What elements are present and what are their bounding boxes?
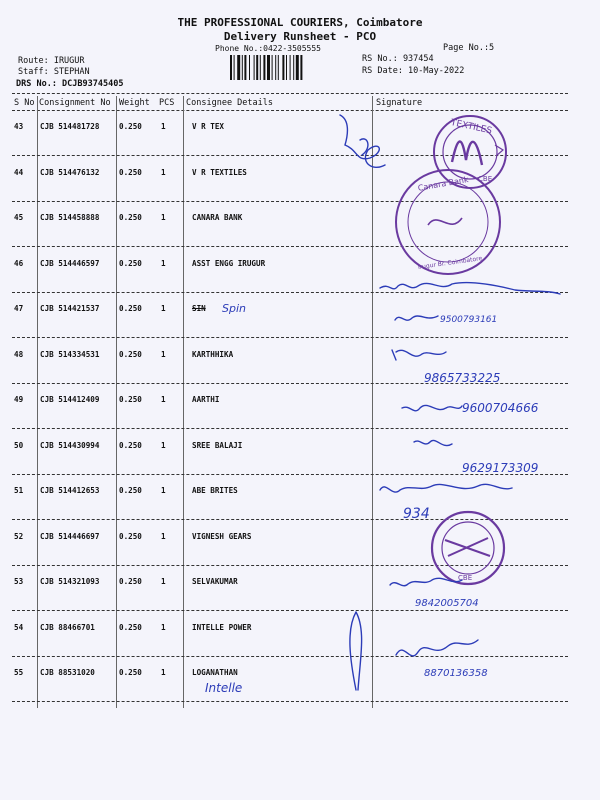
canara-stamp-bottom: Irugur Br. Coimbatore <box>417 255 483 272</box>
row-pcs: 1 <box>161 395 166 404</box>
handwritten-phone-47: 9500793161 <box>440 315 498 325</box>
row-weight: 0.250 <box>119 167 142 177</box>
table-row <box>0 168 600 178</box>
round-stamp <box>432 512 504 584</box>
row-divider <box>12 246 568 247</box>
route: Route: IRUGUR <box>18 56 85 66</box>
row-consignment-no: CJB 514446697 <box>40 531 100 541</box>
row-consignment-no: CJB 88531020 <box>40 668 95 677</box>
row-consignment-no: CJB 514334531 <box>40 349 100 359</box>
table-row <box>0 395 600 405</box>
row-pcs: 1 <box>161 304 166 313</box>
row-divider <box>12 610 568 611</box>
handwritten-phone-50: 9629173309 <box>462 461 539 475</box>
row-sno: 46 <box>14 258 24 268</box>
table-row <box>0 486 600 496</box>
handwritten-intelle: Intelle <box>205 681 243 695</box>
handwritten-phone-55: 8870136358 <box>424 668 488 679</box>
table-row <box>0 259 600 269</box>
row-weight: 0.250 <box>119 395 142 404</box>
row-consignment-no: CJB 514321093 <box>40 577 100 586</box>
row-pcs: 1 <box>161 167 166 177</box>
handwritten-phone-48: 9865733225 <box>424 371 501 385</box>
barcode <box>230 55 335 80</box>
row-sno: 49 <box>14 395 24 404</box>
row-sno: 54 <box>14 622 24 632</box>
row-weight: 0.250 <box>119 486 142 495</box>
signature-row-47 <box>395 316 438 320</box>
staff: Staff: STEPHAN <box>18 67 90 77</box>
signature-row-54 <box>396 640 478 656</box>
row-consignee: SELVAKUMAR <box>192 577 238 586</box>
row-divider <box>12 383 568 384</box>
row-consignee: SIN <box>192 304 206 313</box>
row-divider <box>12 292 568 293</box>
col-header-sno: S No <box>14 98 35 108</box>
handwritten-spin: Spin <box>222 302 246 315</box>
row-consignee: INTELLE POWER <box>192 622 252 632</box>
row-consignment-no: CJB 514412653 <box>40 486 100 495</box>
textiles-stamp-label: TEXTILES <box>449 117 493 137</box>
row-divider <box>12 474 568 475</box>
row-pcs: 1 <box>161 622 166 632</box>
row-consignee: SREE BALAJI <box>192 440 243 450</box>
table-row <box>0 304 600 314</box>
row-weight: 0.250 <box>119 258 142 268</box>
col-header-consignee: Consignee Details <box>186 98 273 108</box>
row-weight: 0.250 <box>119 622 142 632</box>
handwritten-phone-49: 9600704666 <box>462 401 539 415</box>
col-header-consignment: Consignment No <box>39 98 111 108</box>
row-consignment-no: CJB 514476132 <box>40 167 100 177</box>
table-row <box>0 441 600 451</box>
row-pcs: 1 <box>161 349 166 359</box>
handwritten-phone-51: 934 <box>403 506 430 522</box>
handwritten-phone-53: 9842005704 <box>415 598 479 609</box>
table-row <box>0 532 600 542</box>
row-consignment-no: CJB 514421537 <box>40 304 100 313</box>
row-consignment-no: CJB 88466701 <box>40 622 95 632</box>
row-sno: 55 <box>14 668 24 677</box>
row-weight: 0.250 <box>119 349 142 359</box>
row-weight: 0.250 <box>119 577 142 586</box>
table-row <box>0 668 600 678</box>
row-pcs: 1 <box>161 258 166 268</box>
table-row <box>0 623 600 633</box>
row-sno: 50 <box>14 440 24 450</box>
row-pcs: 1 <box>161 668 166 677</box>
row-weight: 0.250 <box>119 531 142 541</box>
col-header-weight: Weight <box>119 98 150 108</box>
row-pcs: 1 <box>161 531 166 541</box>
phone-number: Phone No.:0422-3505555 <box>215 44 321 53</box>
signature-row-43 <box>360 139 368 155</box>
row-consignee: V R TEX <box>192 122 225 131</box>
textiles-stamp-bottom: CBE <box>478 175 493 183</box>
row-consignee: CANARA BANK <box>192 213 243 222</box>
row-divider <box>12 428 568 429</box>
row-consignee: VIGNESH GEARS <box>192 531 252 541</box>
row-pcs: 1 <box>161 213 166 222</box>
header-divider <box>12 110 568 111</box>
round-stamp-label: CBE <box>458 574 473 582</box>
row-pcs: 1 <box>161 440 166 450</box>
row-weight: 0.250 <box>119 213 142 222</box>
row-pcs: 1 <box>161 577 166 586</box>
row-consignment-no: CJB 514458888 <box>40 213 100 222</box>
row-divider <box>12 337 568 338</box>
table-row <box>0 350 600 360</box>
row-sno: 51 <box>14 486 24 495</box>
row-consignment-no: CJB 514446597 <box>40 258 100 268</box>
canara-stamp-label: Canara Bank <box>417 175 470 193</box>
row-weight: 0.250 <box>119 440 142 450</box>
row-weight: 0.250 <box>119 122 142 131</box>
row-sno: 43 <box>14 122 24 131</box>
row-consignee: ASST ENGG IRUGUR <box>192 258 266 268</box>
table-row <box>0 122 600 132</box>
row-sno: 48 <box>14 349 24 359</box>
sheet-title: Delivery Runsheet - PCO <box>223 30 377 43</box>
row-consignee: AARTHI <box>192 395 220 404</box>
row-consignment-no: CJB 514430994 <box>40 440 100 450</box>
row-pcs: 1 <box>161 486 166 495</box>
page-number: Page No.:5 <box>443 43 495 53</box>
row-consignee: ABE BRITES <box>192 486 238 495</box>
row-divider <box>12 701 568 702</box>
row-consignee: KARTHHIKA <box>192 349 234 359</box>
col-header-signature: Signature <box>376 98 423 108</box>
row-sno: 44 <box>14 167 24 177</box>
row-divider <box>12 519 568 520</box>
table-row <box>0 213 600 223</box>
row-divider <box>12 201 568 202</box>
row-sno: 47 <box>14 304 24 313</box>
row-consignee: LOGANATHAN <box>192 668 238 677</box>
row-divider <box>12 565 568 566</box>
table-row <box>0 577 600 587</box>
rs-number: RS No.: 937454 <box>362 54 434 64</box>
table-top-border <box>12 93 568 94</box>
col-header-pcs: PCS <box>159 98 175 108</box>
row-divider <box>12 155 568 156</box>
row-weight: 0.250 <box>119 304 142 313</box>
row-pcs: 1 <box>161 122 166 131</box>
row-consignment-no: CJB 514481728 <box>40 122 100 131</box>
row-divider <box>12 656 568 657</box>
rs-date: RS Date: 10-May-2022 <box>362 66 465 76</box>
row-sno: 53 <box>14 577 24 586</box>
row-consignment-no: CJB 514412409 <box>40 395 100 404</box>
row-sno: 52 <box>14 531 24 541</box>
row-consignee: V R TEXTILES <box>192 167 247 177</box>
drs-number: DRS No.: DCJB93745405 <box>16 79 124 89</box>
row-weight: 0.250 <box>119 668 142 677</box>
company-name: THE PROFESSIONAL COURIERS, Coimbatore <box>177 16 423 29</box>
row-sno: 45 <box>14 213 24 222</box>
signature-row-49 <box>402 405 462 410</box>
